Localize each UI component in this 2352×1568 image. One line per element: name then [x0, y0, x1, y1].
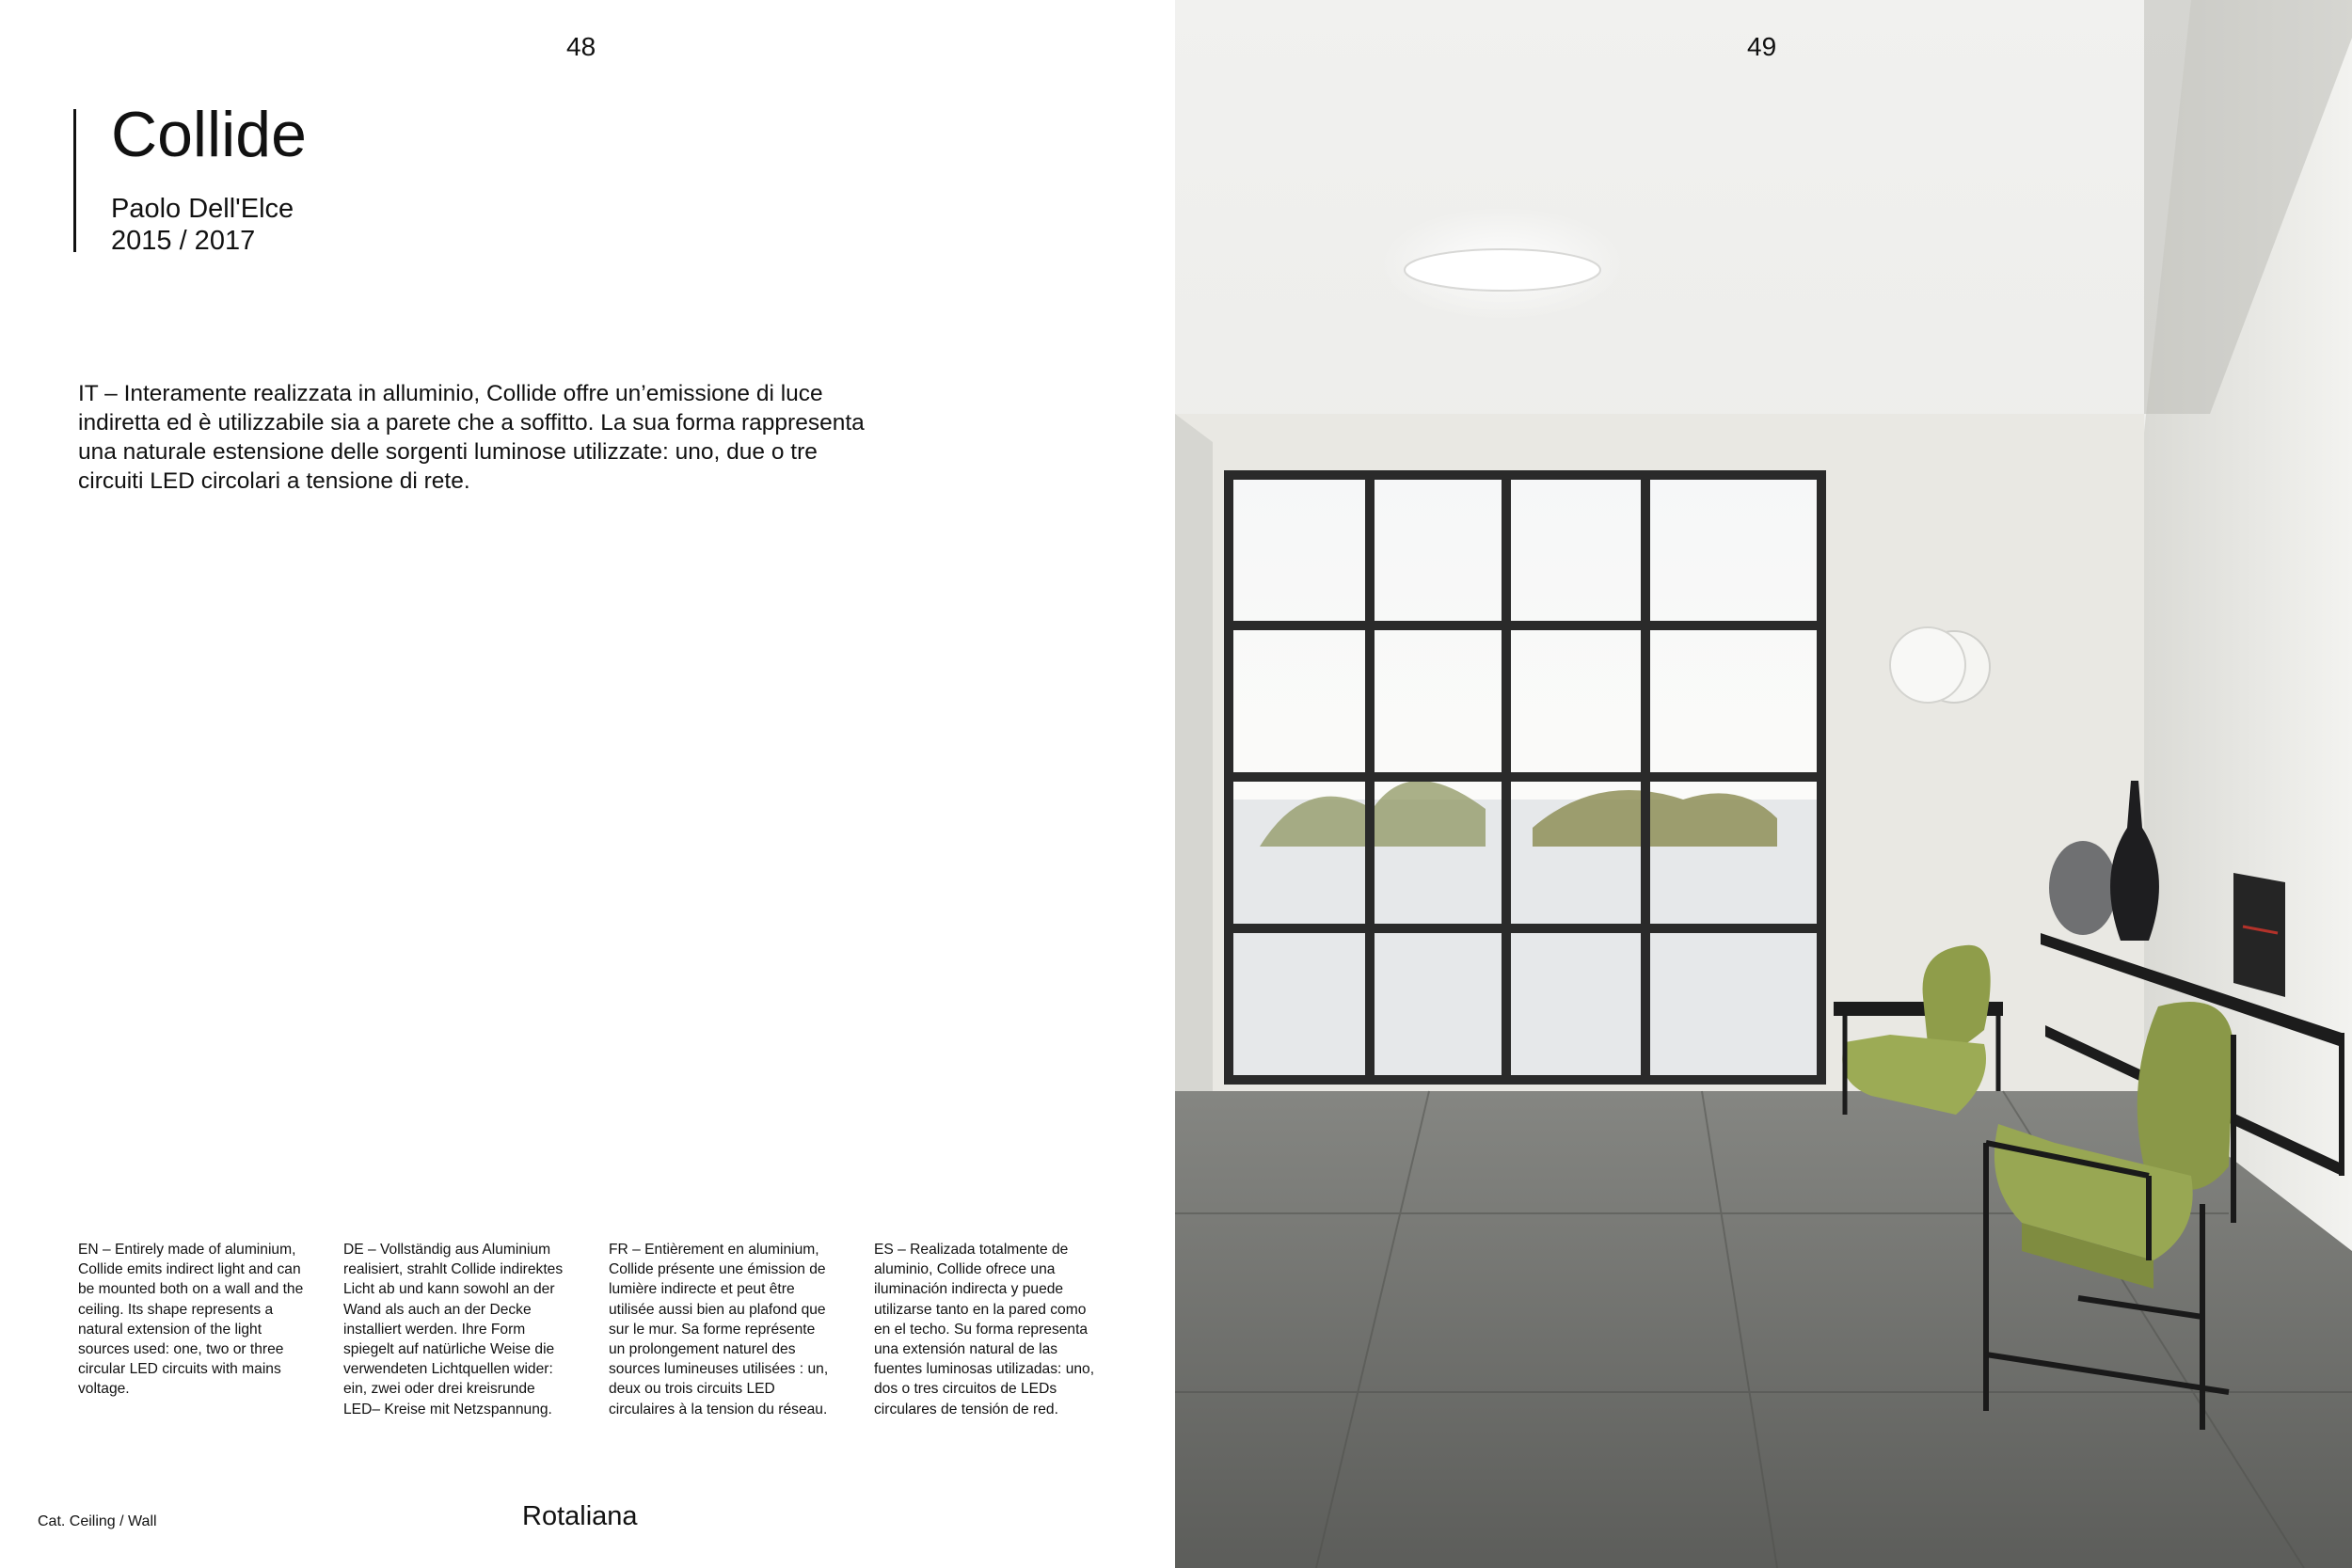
description-french: FR – Entièrement en aluminium, Collide présente une émission de lumière indirecte et peut être utilisée aussi bien au plafond que sur le mur. Sa forme représente un prolongement naturel des sources lumineuses utilisées : un, deux ou trois circuits LED circulaires à la tension du réseau.: [609, 1242, 829, 1418]
ceiling-lamp: [1405, 249, 1600, 291]
designer-name: Paolo Dell'Elce: [111, 194, 294, 224]
product-years: 2015 / 2017: [111, 226, 256, 256]
vase-grey: [2049, 841, 2117, 935]
left-page: [0, 0, 1175, 1568]
brand-name: Rotaliana: [522, 1501, 638, 1531]
intro-italian: IT – Interamente realizzata in alluminio, Collide offre un’emissione di luce indiretta ed è utilizzabile sia a parete che a soffitto. La sua forma rappresenta una naturale estensione delle sorgenti luminose utilizzate: uno, due o tre circuiti LED circolari a tensione di rete.: [78, 381, 865, 494]
interior-photo: [1175, 0, 2352, 1568]
title-accent-bar: [73, 109, 76, 252]
description-spanish: ES – Realizada totalmente de aluminio, Collide ofrece una iluminación indirecta y puede utilizarse tanto en la pared como en el techo. Su forma representa una extensión natural de las fuentes luminosas utilizadas: uno, dos o tres circuitos de LEDs circulares de tensión de red.: [874, 1242, 1095, 1418]
right-page: [1175, 0, 2352, 1568]
wall-lamp-lower: [1890, 627, 1965, 703]
book: [2233, 873, 2285, 997]
description-english: EN – Entirely made of aluminium, Collide emits indirect light and can be mounted both on a wall and the ceiling. Its shape represents a natural extension of the light sources used: one, two or three circular LED circuits with mains voltage.: [78, 1242, 304, 1398]
page-number-right: 49: [1747, 32, 1777, 61]
catalog-category: Cat. Ceiling / Wall: [38, 1513, 157, 1529]
product-title: Collide: [111, 99, 307, 170]
description-german: DE – Vollständig aus Aluminium realisiert, strahlt Collide indirektes Licht ab und kann sowohl an der Wand als auch an der Decke installiert werden. Ihre Form spiegelt auf natürliche Weise die verwendeten Lichtquellen wider: ein, zwei oder drei kreisrunde LED– Kreise mit Netzspannung.: [343, 1242, 564, 1418]
page-number-left: 48: [566, 32, 596, 61]
